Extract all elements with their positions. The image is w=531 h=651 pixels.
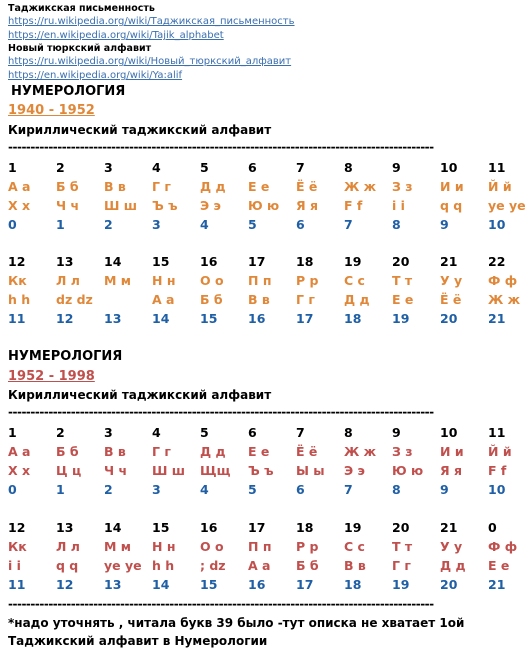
link-ru-tajik[interactable]: https://ru.wikipedia.org/wiki/Таджикская_письменность [8,16,295,27]
s1-b1-number-1: 1 [8,160,17,175]
link-ru-turkic[interactable]: https://ru.wikipedia.org/wiki/Новый_тюркский_алфавит [8,56,292,67]
s1-b2-letter-pair-alt-6: В в [248,292,270,307]
s2-b1-number-7: 7 [296,425,305,440]
s2-b1-value-2: 1 [56,482,65,497]
s2-b2-letter-pair-4: Н н [152,539,176,554]
s2-b1-number-6: 6 [248,425,257,440]
s2-b1-number-11: 11 [488,425,506,440]
s2-b2-letter-pair-1: Кк [8,539,27,554]
s1-b2-value-10: 20 [440,311,458,326]
s1-b2-letter-pair-alt-5: Б б [200,292,223,307]
s1-b1-value-9: 8 [392,217,401,232]
s1-b2-letter-pair-1: Кк [8,273,27,288]
s1-b1-letter-pair-4: Г г [152,179,171,194]
s2-b1-letter-pair-alt-9: Ю ю [392,463,424,478]
s2-b2-number-4: 15 [152,520,170,535]
s1-b2-letter-pair-alt-7: Г г [296,292,315,307]
s2-b1-letter-pair-8: Ж ж [344,444,377,459]
s2-b2-letter-pair-6: П п [248,539,272,554]
s2-b2-letter-pair-alt-10: Д д [440,558,466,573]
s1-b2-letter-pair-alt-11: Ж ж [488,292,521,307]
s2-b2-value-3: 13 [104,577,122,592]
footer-divider: ----------------------------------------------------------------------------------------------- [8,597,434,611]
s2-b2-letter-pair-alt-1: і і [8,558,21,573]
s2-b2-number-5: 16 [200,520,218,535]
s1-b2-value-6: 16 [248,311,266,326]
s1-b2-value-9: 19 [392,311,410,326]
s2-b1-value-6: 5 [248,482,257,497]
s2-b2-letter-pair-5: О о [200,539,224,554]
s2-b1-letter-pair-3: В в [104,444,126,459]
s2-b1-letter-pair-9: З з [392,444,413,459]
s1-b1-letter-pair-5: Д д [200,179,226,194]
s1-b1-letter-pair-alt-10: q q [440,198,463,213]
s1-b2-letter-pair-alt-10: Ё ё [440,292,462,307]
s2-b1-value-10: 9 [440,482,449,497]
s2-b1-letter-pair-alt-11: F f [488,463,507,478]
s1-b1-letter-pair-1: А а [8,179,31,194]
s1-b2-letter-pair-alt-2: dz dz [56,292,93,307]
s1-b2-letter-pair-7: Р р [296,273,319,288]
s1-b1-value-2: 1 [56,217,65,232]
s1-b2-letter-pair-4: Н н [152,273,176,288]
s1-b1-value-4: 3 [152,217,161,232]
s2-b1-letter-pair-alt-3: Ч ч [104,463,128,478]
s2-b2-number-1: 12 [8,520,26,535]
s2-b1-letter-pair-6: Е е [248,444,270,459]
s1-b1-number-11: 11 [488,160,506,175]
s2-b1-value-11: 10 [488,482,506,497]
s1-b1-letter-pair-6: Е е [248,179,270,194]
s2-b2-number-3: 14 [104,520,122,535]
s1-b2-letter-pair-11: Ф ф [488,273,518,288]
s2-b1-letter-pair-10: И и [440,444,464,459]
s2-b2-value-7: 17 [296,577,314,592]
s2-b1-number-9: 9 [392,425,401,440]
s2-b2-number-11: 0 [488,520,497,535]
s1-b1-number-3: 3 [104,160,113,175]
section2-subtitle: Кириллический таджикский алфавит [8,388,272,402]
s1-b1-number-5: 5 [200,160,209,175]
s1-b1-letter-pair-alt-8: F f [344,198,363,213]
s1-b2-letter-pair-alt-8: Д д [344,292,370,307]
s2-b2-letter-pair-9: Т т [392,539,413,554]
s1-b2-number-6: 17 [248,254,266,269]
s1-b2-letter-pair-6: П п [248,273,272,288]
s2-b1-number-1: 1 [8,425,17,440]
s2-b2-value-8: 18 [344,577,362,592]
s1-b2-number-4: 15 [152,254,170,269]
s2-b1-value-3: 2 [104,482,113,497]
tajik-writing-title: Таджикская письменность [8,3,155,14]
s2-b2-letter-pair-2: Л л [56,539,80,554]
s1-b1-letter-pair-10: И и [440,179,464,194]
s1-b2-number-9: 20 [392,254,410,269]
s1-b1-number-8: 8 [344,160,353,175]
s2-b1-letter-pair-1: А а [8,444,31,459]
s2-b2-number-6: 17 [248,520,266,535]
link-en-tajik[interactable]: https://en.wikipedia.org/wiki/Tajik_alphabet [8,30,224,41]
s2-b1-letter-pair-4: Г г [152,444,171,459]
s2-b1-number-3: 3 [104,425,113,440]
s1-b1-letter-pair-2: Б б [56,179,79,194]
s1-b1-letter-pair-alt-6: Ю ю [248,198,280,213]
s2-b2-value-10: 20 [440,577,458,592]
s2-b1-letter-pair-alt-1: Х х [8,463,31,478]
s1-b1-value-8: 7 [344,217,353,232]
s2-b2-value-5: 15 [200,577,218,592]
s1-b1-value-7: 6 [296,217,305,232]
s1-b2-number-1: 12 [8,254,26,269]
s2-b1-number-4: 4 [152,425,161,440]
s1-b2-value-7: 17 [296,311,314,326]
s2-b2-letter-pair-alt-11: Е е [488,558,510,573]
s2-b1-value-5: 4 [200,482,209,497]
s1-b2-value-5: 15 [200,311,218,326]
s2-b1-number-8: 8 [344,425,353,440]
s2-b1-number-2: 2 [56,425,65,440]
s1-b2-value-11: 21 [488,311,506,326]
s2-b2-value-4: 14 [152,577,170,592]
s2-b2-number-8: 19 [344,520,362,535]
s2-b2-number-7: 18 [296,520,314,535]
s1-b1-value-10: 9 [440,217,449,232]
s1-b2-number-7: 18 [296,254,314,269]
s1-b1-letter-pair-9: З з [392,179,413,194]
s2-b1-letter-pair-7: Ё ё [296,444,318,459]
s1-b1-letter-pair-alt-9: і і [392,198,405,213]
s1-b2-letter-pair-10: У у [440,273,463,288]
s2-b2-value-9: 19 [392,577,410,592]
s1-b1-letter-pair-8: Ж ж [344,179,377,194]
s2-b2-letter-pair-alt-3: ye ye [104,558,142,573]
section2-years: 1952 - 1998 [8,369,95,384]
s2-b2-letter-pair-3: М м [104,539,132,554]
s2-b1-letter-pair-5: Д д [200,444,226,459]
footer-title: Таджикский алфавит в Нумерологии [8,634,268,648]
s2-b2-letter-pair-alt-6: А а [248,558,271,573]
s1-b1-letter-pair-alt-7: Я я [296,198,319,213]
s1-b2-number-11: 22 [488,254,506,269]
s1-b1-letter-pair-alt-11: ye ye [488,198,526,213]
s2-b1-letter-pair-alt-4: Ш ш [152,463,186,478]
s2-b2-letter-pair-10: У у [440,539,463,554]
s2-b1-value-7: 6 [296,482,305,497]
s1-b2-value-4: 14 [152,311,170,326]
s2-b1-number-5: 5 [200,425,209,440]
section1-divider: ----------------------------------------------------------------------------------------------- [8,140,434,154]
s2-b1-letter-pair-alt-7: Ы ы [296,463,325,478]
s2-b2-letter-pair-8: С с [344,539,365,554]
s1-b1-number-7: 7 [296,160,305,175]
s1-b2-value-2: 12 [56,311,74,326]
s2-b2-number-9: 20 [392,520,410,535]
s2-b2-letter-pair-alt-5: ; dz [200,558,226,573]
turkic-alphabet-title: Новый тюркский алфавит [8,43,152,54]
s2-b1-value-8: 7 [344,482,353,497]
s2-b1-value-4: 3 [152,482,161,497]
s1-b1-letter-pair-11: Й й [488,179,512,194]
s2-b2-letter-pair-alt-8: В в [344,558,366,573]
s2-b1-value-1: 0 [8,482,17,497]
s2-b2-letter-pair-alt-4: h h [152,558,175,573]
s2-b1-letter-pair-11: Й й [488,444,512,459]
s1-b1-letter-pair-alt-1: Х х [8,198,31,213]
s2-b1-letter-pair-alt-6: Ъ ъ [248,463,274,478]
s2-b2-letter-pair-alt-7: Б б [296,558,319,573]
s1-b1-number-10: 10 [440,160,458,175]
s2-b2-letter-pair-alt-9: Г г [392,558,411,573]
s2-b1-value-9: 8 [392,482,401,497]
s1-b2-letter-pair-9: Т т [392,273,413,288]
s2-b1-letter-pair-alt-2: Ц ц [56,463,82,478]
s2-b1-letter-pair-2: Б б [56,444,79,459]
section2-title: НУМЕРОЛОГИЯ [8,349,123,364]
s2-b1-letter-pair-alt-8: Э э [344,463,365,478]
s2-b2-letter-pair-7: Р р [296,539,319,554]
s1-b2-letter-pair-alt-4: А а [152,292,175,307]
s1-b1-letter-pair-3: В в [104,179,126,194]
s1-b1-value-11: 10 [488,217,506,232]
footer-note: *надо уточнять , читала букв 39 было -тут описка не хватает 1ой [8,616,465,630]
s2-b2-value-6: 16 [248,577,266,592]
s2-b1-number-10: 10 [440,425,458,440]
s1-b2-value-8: 18 [344,311,362,326]
s1-b2-number-8: 19 [344,254,362,269]
section1-subtitle: Кириллический таджикский алфавит [8,123,272,137]
s1-b1-value-6: 5 [248,217,257,232]
s1-b2-value-3: 13 [104,311,122,326]
s1-b2-letter-pair-3: М м [104,273,132,288]
section1-title: НУМЕРОЛОГИЯ [11,84,126,99]
s1-b2-value-1: 11 [8,311,26,326]
s2-b2-letter-pair-11: Ф ф [488,539,518,554]
s1-b2-letter-pair-8: С с [344,273,365,288]
s1-b2-letter-pair-alt-9: Е е [392,292,414,307]
s1-b2-number-3: 14 [104,254,122,269]
s2-b2-number-2: 13 [56,520,74,535]
s1-b1-number-2: 2 [56,160,65,175]
s2-b2-letter-pair-alt-2: q q [56,558,79,573]
s1-b1-letter-pair-alt-2: Ч ч [56,198,80,213]
s1-b2-number-10: 21 [440,254,458,269]
s2-b1-letter-pair-alt-5: Щщ [200,463,231,478]
s1-b1-number-6: 6 [248,160,257,175]
s1-b2-letter-pair-5: О о [200,273,224,288]
section2-divider: ----------------------------------------------------------------------------------------------- [8,405,434,419]
s1-b1-letter-pair-alt-3: Ш ш [104,198,138,213]
s1-b1-number-4: 4 [152,160,161,175]
s2-b2-number-10: 21 [440,520,458,535]
section1-years: 1940 - 1952 [8,103,95,118]
s2-b2-value-1: 11 [8,577,26,592]
s1-b1-value-3: 2 [104,217,113,232]
s2-b2-value-11: 21 [488,577,506,592]
s1-b2-number-2: 13 [56,254,74,269]
s1-b1-value-5: 4 [200,217,209,232]
s2-b1-letter-pair-alt-10: Я я [440,463,463,478]
link-en-yanalif[interactable]: https://en.wikipedia.org/wiki/Ya:alif [8,70,183,81]
s1-b1-value-1: 0 [8,217,17,232]
s1-b1-letter-pair-7: Ё ё [296,179,318,194]
s1-b1-number-9: 9 [392,160,401,175]
s1-b1-letter-pair-alt-4: Ъ ъ [152,198,178,213]
s1-b2-letter-pair-alt-1: h h [8,292,31,307]
s1-b2-letter-pair-2: Л л [56,273,80,288]
s1-b1-letter-pair-alt-5: Э э [200,198,221,213]
s2-b2-value-2: 12 [56,577,74,592]
s1-b2-number-5: 16 [200,254,218,269]
